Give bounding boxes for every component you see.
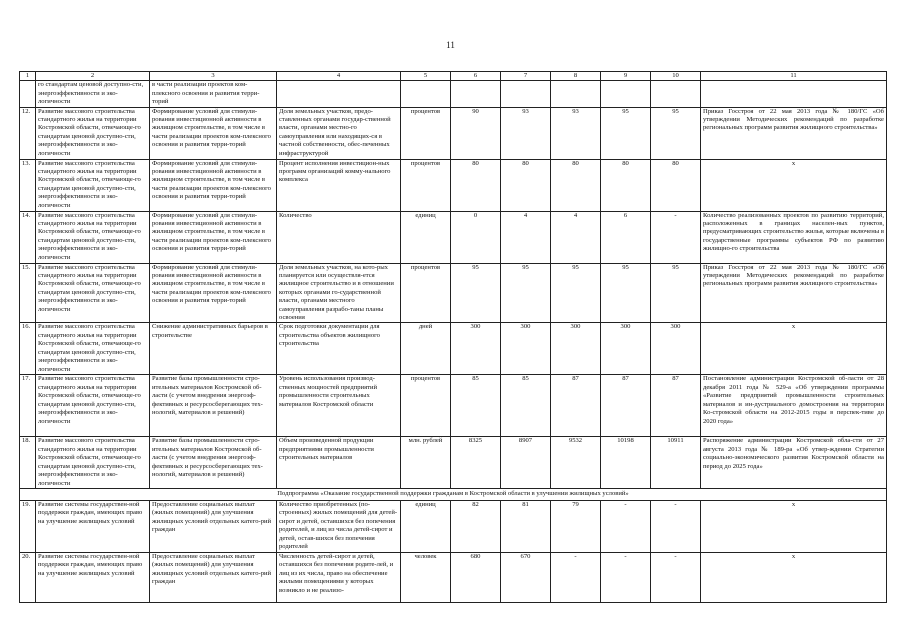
page-number: 11	[446, 40, 455, 50]
unit-cell: процентов	[401, 263, 451, 323]
column-number-row	[20, 72, 887, 81]
unit-cell: процентов	[401, 107, 451, 159]
value-cell: 4	[501, 211, 551, 263]
header-cell: 2	[36, 72, 150, 81]
goal-cell: Развитие массового строительства стандартного жилья на территории Костромской области, отвечающе-го стандартам ценовой доступно-сти, энергоэффективности и эко-логичности	[36, 159, 150, 211]
value-cell: 8907	[501, 437, 551, 489]
value-cell: 80	[451, 159, 501, 211]
header-cell: 10	[651, 72, 701, 81]
indicator-cell: Количество	[277, 211, 401, 263]
value-cell: 95	[601, 107, 651, 159]
value-cell: 670	[501, 552, 551, 602]
task-cell: Развитие базы промышленности стро-ительных материалов Костромской об-ласти (с учетом внедрения энергоэф-фективных и ресурсосберегающих тех-нологий, материалов и решений)	[150, 375, 277, 437]
value-cell: -	[601, 500, 651, 552]
goal-cell: Развитие массового строительства стандартного жилья на территории Костромской области, отвечающе-го стандартам ценовой доступно-сти, энергоэффективности и эко-логичности	[36, 211, 150, 263]
unit-cell: млн. рублей	[401, 437, 451, 489]
value-cell: 95	[501, 263, 551, 323]
value-cell	[651, 81, 701, 107]
table-row	[20, 437, 887, 489]
task-cell: Предоставление социальных выплат (жилых помещений) для улучшения жилищных условий отдельных катего-рий граждан	[150, 500, 277, 552]
source-cell: х	[701, 323, 887, 375]
value-cell: 680	[451, 552, 501, 602]
table-row	[20, 159, 887, 211]
value-cell: 6	[601, 211, 651, 263]
table-row	[20, 211, 887, 263]
value-cell: 300	[651, 323, 701, 375]
table-row	[20, 375, 887, 437]
value-cell: 300	[601, 323, 651, 375]
table-row	[20, 552, 887, 602]
indicator-cell: Срок подготовки документации для строительства объектов жилищного строительства	[277, 323, 401, 375]
header-cell: 6	[451, 72, 501, 81]
row-number-cell: 14.	[20, 211, 36, 263]
value-cell: -	[651, 552, 701, 602]
goal-cell: Развитие массового строительства стандартного жилья на территории Костромской области, отвечающе-го стандартам ценовой доступно-сти, энергоэффективности и эко-логичности	[36, 107, 150, 159]
header-cell: 9	[601, 72, 651, 81]
goal-cell: Развитие массового строительства стандартного жилья на территории Костромской области, отвечающе-го стандартам ценовой доступно-сти, энергоэффективности и эко-логичности	[36, 263, 150, 323]
value-cell	[501, 81, 551, 107]
task-cell: Формирование условий для стимули-рования инвестиционной активности в жилищном строительстве, в том числе в части реализации проектов ком-плексного освоения и развития терри-торий	[150, 107, 277, 159]
value-cell: 87	[651, 375, 701, 437]
task-cell: Формирование условий для стимули-рования инвестиционной активности в жилищном строительстве, в том числе в части реализации проектов ком-плексного освоения и развития терри-торий	[150, 263, 277, 323]
table-row	[20, 323, 887, 375]
indicator-cell	[277, 81, 401, 107]
header-cell: 4	[277, 72, 401, 81]
task-cell: в части реализации проектов ком-плексного освоения и развития терри-торий	[150, 81, 277, 107]
task-cell: Формирование условий для стимули-рования инвестиционной активности в жилищном строительстве, в том числе в части реализации проектов ком-плексного освоения и развития терри-торий	[150, 159, 277, 211]
unit-cell: единиц	[401, 500, 451, 552]
value-cell: 85	[451, 375, 501, 437]
table-row	[20, 500, 887, 552]
subprogram-row	[20, 489, 887, 500]
source-cell: х	[701, 500, 887, 552]
value-cell: 8325	[451, 437, 501, 489]
value-cell: 300	[451, 323, 501, 375]
value-cell: 80	[501, 159, 551, 211]
table-body	[20, 72, 887, 603]
value-cell: 79	[551, 500, 601, 552]
value-cell: 82	[451, 500, 501, 552]
row-number-cell: 12.	[20, 107, 36, 159]
indicator-cell: Объем произведенной продукции предприятиями промышленности строительных материалов	[277, 437, 401, 489]
row-number-cell: 13.	[20, 159, 36, 211]
row-number-cell: 17.	[20, 375, 36, 437]
value-cell: 95	[651, 107, 701, 159]
task-cell: Предоставление социальных выплат (жилых помещений) для улучшения жилищных условий отдельных катего-рий граждан	[150, 552, 277, 602]
indicator-cell: Процент исполнения инвестицион-ных программ организаций комму-нального комплекса	[277, 159, 401, 211]
header-cell: 7	[501, 72, 551, 81]
source-cell: х	[701, 159, 887, 211]
unit-cell: единиц	[401, 211, 451, 263]
value-cell: 95	[651, 263, 701, 323]
value-cell: 95	[601, 263, 651, 323]
value-cell: 80	[551, 159, 601, 211]
value-cell: -	[651, 500, 701, 552]
source-cell: Приказ Госстроя от 22 мая 2013 года № 180/ГС «Об утверждении Методических рекомендаций по разработке региональных программ развития жилищного строительства»	[701, 263, 887, 323]
value-cell: -	[651, 211, 701, 263]
value-cell: 10198	[601, 437, 651, 489]
header-cell: 11	[701, 72, 887, 81]
task-cell: Развитие базы промышленности стро-ительных материалов Костромской об-ласти (с учетом внедрения энергоэф-фективных и ресурсосберегающих тех-нологий, материалов и решений)	[150, 437, 277, 489]
continuation-row	[20, 81, 887, 107]
task-cell: Снижение административных барьеров в строительстве	[150, 323, 277, 375]
value-cell: 300	[551, 323, 601, 375]
source-cell	[701, 81, 887, 107]
value-cell: -	[601, 552, 651, 602]
row-number-cell: 20.	[20, 552, 36, 602]
goal-cell: Развитие системы государствен-ной поддержки граждан, имеющих право на улучшение жилищных условий	[36, 552, 150, 602]
value-cell: 300	[501, 323, 551, 375]
row-number-cell: 19.	[20, 500, 36, 552]
indicator-cell: Количество приобретенных (по-строенных) жилых помещений для детей-сирот и детей, оставшихся без попечения родителей, и лиц из числа детей-сирот и детей, остав-шихся без попечения родителей	[277, 500, 401, 552]
value-cell: 95	[551, 263, 601, 323]
value-cell: 90	[451, 107, 501, 159]
value-cell: 4	[551, 211, 601, 263]
value-cell: 10911	[651, 437, 701, 489]
value-cell: -	[551, 552, 601, 602]
table-row	[20, 263, 887, 323]
value-cell: 87	[601, 375, 651, 437]
header-cell: 8	[551, 72, 601, 81]
value-cell: 93	[551, 107, 601, 159]
table-row	[20, 107, 887, 159]
value-cell	[551, 81, 601, 107]
unit-cell: дней	[401, 323, 451, 375]
row-number-cell: 18.	[20, 437, 36, 489]
goal-cell: го стандартам ценовой доступно-сти, энергоэффективности и эко-логичности	[36, 81, 150, 107]
value-cell: 81	[501, 500, 551, 552]
row-number-cell: 16.	[20, 323, 36, 375]
goal-cell: Развитие системы государствен-ной поддержки граждан, имеющих право на улучшение жилищных условий	[36, 500, 150, 552]
subprogram-title: Подпрограмма «Оказание государственной поддержки гражданам в Костромской области в улучшении жилищных условий»	[20, 489, 887, 500]
task-cell: Формирование условий для стимули-рования инвестиционной активности в жилищном строительстве, в том числе в части реализации проектов ком-плексного освоения и развития терри-торий	[150, 211, 277, 263]
goal-cell: Развитие массового строительства стандартного жилья на территории Костромской области, отвечающе-го стандартам ценовой доступно-сти, энергоэффективности и эко-логичности	[36, 437, 150, 489]
header-cell: 1	[20, 72, 36, 81]
row-number-cell: 15.	[20, 263, 36, 323]
source-cell: Количество реализованных проектов по развитию территорий, расположенных в границах населен-ных пунктов, предусматривающих строительство жилья, которые включены в государственные программы субъектов РФ по развитию жилищно-го строительства	[701, 211, 887, 263]
indicator-cell: Доля земельных участков, на кото-рых планируется или осуществля-ется жилищное строительство и в отношении которых органами го-сударственной власти, органами местного самоуправления разрабо-таны планы освоения	[277, 263, 401, 323]
header-cell: 3	[150, 72, 277, 81]
value-cell: 80	[651, 159, 701, 211]
value-cell	[451, 81, 501, 107]
value-cell: 93	[501, 107, 551, 159]
indicator-cell: Уровень использования производ-ственных мощностей предприятий промышленности строительных материалов Костромской области	[277, 375, 401, 437]
value-cell: 9532	[551, 437, 601, 489]
value-cell	[601, 81, 651, 107]
header-cell: 5	[401, 72, 451, 81]
row-number-cell	[20, 81, 36, 107]
value-cell: 87	[551, 375, 601, 437]
goal-cell: Развитие массового строительства стандартного жилья на территории Костромской области, отвечающе-го стандартам ценовой доступно-сти, энергоэффективности и эко-логичности	[36, 375, 150, 437]
goal-cell: Развитие массового строительства стандартного жилья на территории Костромской области, отвечающе-го стандартам ценовой доступно-сти, энергоэффективности и эко-логичности	[36, 323, 150, 375]
source-cell: Распоряжение администрации Костромской обла-сти от 27 августа 2013 года № 189-ра «Об утвер-ждении Стратегии социально-экономического развития Костромской области на период до 2025 года»	[701, 437, 887, 489]
value-cell: 0	[451, 211, 501, 263]
unit-cell: процентов	[401, 375, 451, 437]
unit-cell	[401, 81, 451, 107]
value-cell: 80	[601, 159, 651, 211]
source-cell: Приказ Госстроя от 22 мая 2013 года № 180/ГС «Об утверждении Методических рекомендаций по разработке региональных программ развития жилищного строительства»	[701, 107, 887, 159]
source-cell: Постановление администрации Костромской об-ласти от 28 декабря 2011 года № 529-а «Об утверждении программы «Развитие предприятий промышленности строительных материалов и ин-дустриального домостроения на территории Ко-стромской области на 2012-2015 годы в перспек-тиве до 2020 года»	[701, 375, 887, 437]
source-cell: х	[701, 552, 887, 602]
indicators-table	[19, 71, 887, 603]
unit-cell: процентов	[401, 159, 451, 211]
unit-cell: человек	[401, 552, 451, 602]
indicator-cell: Численность детей-сирот и детей, оставшихся без попечения родите-лей, и лиц из их числа, право на обеспечение жилыми помещениями у которых возникло и не реализо-	[277, 552, 401, 602]
indicator-cell: Доля земельных участков, предо-ставленных органами государ-ственной власти, органами местно-го самоуправления или находящих-ся в частной собственности, обес-печенных инфраструктурой	[277, 107, 401, 159]
value-cell: 85	[501, 375, 551, 437]
value-cell: 95	[451, 263, 501, 323]
